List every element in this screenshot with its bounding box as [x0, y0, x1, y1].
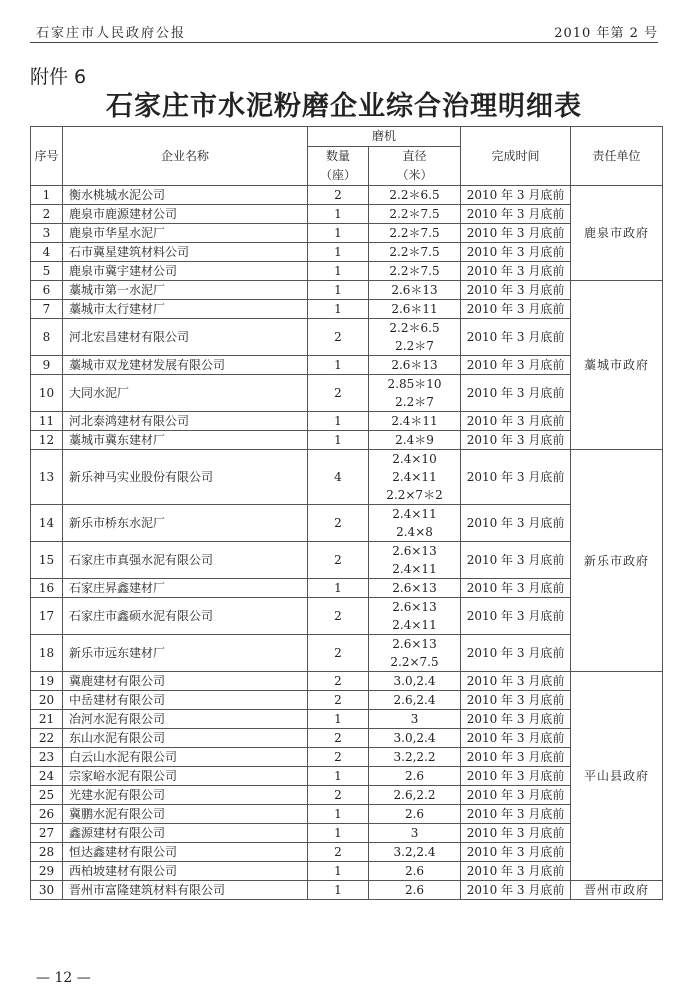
row-seq: 5: [31, 262, 63, 281]
diameter-value: 2.6: [404, 769, 425, 783]
row-qty: 2: [308, 635, 369, 672]
row-qty: 1: [308, 356, 369, 375]
row-seq: 17: [31, 598, 63, 635]
row-completion-time: 2010 年 3 月底前: [461, 505, 571, 542]
row-diameter: [369, 224, 461, 243]
row-responsible-unit: 新乐市政府: [571, 450, 663, 672]
row-company: 光建水泥有限公司: [63, 786, 308, 805]
row-company: 新乐市远东建材厂: [63, 635, 308, 672]
diameter-value: 2.6＊13: [391, 358, 438, 372]
table-row: [31, 824, 663, 843]
row-seq: 8: [31, 319, 63, 356]
page-number: — 12 —: [36, 970, 91, 986]
row-company: 新乐神马实业股份有限公司: [63, 450, 308, 505]
row-seq: 27: [31, 824, 63, 843]
table-row: [31, 412, 663, 431]
row-company: 中岳建材有限公司: [63, 691, 308, 710]
row-qty: 1: [308, 224, 369, 243]
diameter-value: 2.4×8: [396, 525, 433, 539]
row-qty: 2: [308, 375, 369, 412]
header-qty: [308, 147, 369, 186]
row-qty: 1: [308, 243, 369, 262]
diameter-value: 2.6: [404, 807, 425, 821]
diameter-value: 2.4×10: [392, 452, 437, 466]
row-qty: 1: [308, 281, 369, 300]
row-seq: 10: [31, 375, 63, 412]
header-seq: 序号: [31, 127, 63, 186]
row-seq: 13: [31, 450, 63, 505]
table-row: [31, 281, 663, 300]
row-diameter: [369, 319, 461, 356]
row-company: 藁城市太行建材厂: [63, 300, 308, 319]
row-completion-time: 2010 年 3 月底前: [461, 375, 571, 412]
row-completion-time: 2010 年 3 月底前: [461, 767, 571, 786]
diameter-value: 2.2×7＊2: [386, 488, 443, 502]
row-seq: 21: [31, 710, 63, 729]
table-row: [31, 505, 663, 542]
header-company: 企业名称: [63, 127, 308, 186]
row-completion-time: 2010 年 3 月底前: [461, 672, 571, 691]
page-title: 石家庄市水泥粉磨企业综合治理明细表: [106, 91, 582, 122]
diameter-value: 2.4×11: [392, 507, 437, 521]
table-row: [31, 748, 663, 767]
diameter-value: 2.6×13: [392, 581, 437, 595]
header-publication-title: 石家庄市人民政府公报: [36, 26, 187, 41]
row-seq: 30: [31, 881, 63, 900]
diameter-value: 2.85＊10: [387, 377, 442, 391]
row-qty: 2: [308, 542, 369, 579]
row-diameter: [369, 598, 461, 635]
row-seq: 20: [31, 691, 63, 710]
row-company: 恒达鑫建材有限公司: [63, 843, 308, 862]
row-diameter: [369, 786, 461, 805]
diameter-value: 2.4×11: [392, 470, 437, 484]
row-completion-time: 2010 年 3 月底前: [461, 862, 571, 881]
row-company: 大同水泥厂: [63, 375, 308, 412]
row-company: 西柏坡建材有限公司: [63, 862, 308, 881]
row-completion-time: 2010 年 3 月底前: [461, 881, 571, 900]
row-diameter: [369, 186, 461, 205]
row-completion-time: 2010 年 3 月底前: [461, 786, 571, 805]
row-company: 冶河水泥有限公司: [63, 710, 308, 729]
row-seq: 16: [31, 579, 63, 598]
row-diameter: [369, 824, 461, 843]
row-seq: 18: [31, 635, 63, 672]
diameter-value: 2.2＊7: [395, 395, 434, 409]
diameter-value: 2.2＊7.5: [389, 245, 440, 259]
row-qty: 2: [308, 691, 369, 710]
row-seq: 1: [31, 186, 63, 205]
table-row: [31, 805, 663, 824]
diameter-value: 2.2＊7: [395, 339, 434, 353]
row-company: 石家庄昇鑫建材厂: [63, 579, 308, 598]
header-time: 完成时间: [461, 127, 571, 186]
diameter-value: 2.2＊7.5: [389, 264, 440, 278]
row-completion-time: 2010 年 3 月底前: [461, 243, 571, 262]
row-company: 河北泰鸿建材有限公司: [63, 412, 308, 431]
row-qty: 1: [308, 300, 369, 319]
table-row: [31, 450, 663, 505]
table-row: [31, 319, 663, 356]
diameter-value: 2.6: [404, 883, 425, 897]
header-mill: 磨机: [308, 127, 461, 147]
header-unit: 责任单位: [571, 127, 663, 186]
table-row: [31, 881, 663, 900]
row-qty: 2: [308, 598, 369, 635]
row-seq: 24: [31, 767, 63, 786]
row-diameter: [369, 412, 461, 431]
row-qty: 1: [308, 805, 369, 824]
diameter-value: 2.4＊9: [395, 433, 434, 447]
attachment-label: 附件 6: [30, 66, 87, 88]
table-body: [31, 186, 663, 900]
table-row: [31, 224, 663, 243]
row-seq: 11: [31, 412, 63, 431]
diameter-value: 2.4×11: [392, 618, 437, 632]
row-completion-time: 2010 年 3 月底前: [461, 450, 571, 505]
row-qty: 4: [308, 450, 369, 505]
row-seq: 25: [31, 786, 63, 805]
row-diameter: [369, 843, 461, 862]
row-company: 石市冀星建筑材料公司: [63, 243, 308, 262]
row-diameter: [369, 375, 461, 412]
row-diameter: [369, 542, 461, 579]
row-qty: 1: [308, 579, 369, 598]
row-seq: 9: [31, 356, 63, 375]
row-completion-time: 2010 年 3 月底前: [461, 579, 571, 598]
row-seq: 19: [31, 672, 63, 691]
row-diameter: [369, 262, 461, 281]
header-qty-unit: （座）: [319, 168, 356, 182]
diameter-value: 2.6＊11: [391, 302, 438, 316]
table-row: [31, 729, 663, 748]
row-responsible-unit: 藁城市政府: [571, 281, 663, 450]
diameter-value: 2.4×11: [392, 562, 437, 576]
row-seq: 3: [31, 224, 63, 243]
diameter-value: 3: [410, 826, 419, 840]
table-row: [31, 843, 663, 862]
row-qty: 2: [308, 748, 369, 767]
row-responsible-unit: 晋州市政府: [571, 881, 663, 900]
header-dia: [369, 147, 461, 186]
row-seq: 28: [31, 843, 63, 862]
row-company: 河北宏昌建材有限公司: [63, 319, 308, 356]
row-qty: 2: [308, 672, 369, 691]
row-company: 冀鹏水泥有限公司: [63, 805, 308, 824]
diameter-value: 3.2,2.2: [393, 750, 436, 764]
row-completion-time: 2010 年 3 月底前: [461, 431, 571, 450]
header-issue-number: 2010 年第 2 号: [554, 26, 658, 41]
row-qty: 1: [308, 881, 369, 900]
row-diameter: [369, 635, 461, 672]
row-company: 藁城市第一水泥厂: [63, 281, 308, 300]
row-diameter: [369, 881, 461, 900]
diameter-value: 2.2×7.5: [390, 655, 439, 669]
row-diameter: [369, 243, 461, 262]
row-completion-time: 2010 年 3 月底前: [461, 300, 571, 319]
diameter-value: 2.2＊6.5: [389, 321, 440, 335]
table-row: [31, 356, 663, 375]
row-company: 石家庄市鑫硕水泥有限公司: [63, 598, 308, 635]
row-seq: 23: [31, 748, 63, 767]
row-diameter: [369, 672, 461, 691]
diameter-value: 3: [410, 712, 419, 726]
row-seq: 7: [31, 300, 63, 319]
row-diameter: [369, 450, 461, 505]
row-responsible-unit: 鹿泉市政府: [571, 186, 663, 281]
row-company: 新乐市桥东水泥厂: [63, 505, 308, 542]
row-diameter: [369, 691, 461, 710]
table-row: [31, 300, 663, 319]
row-qty: 1: [308, 431, 369, 450]
table-row: [31, 579, 663, 598]
row-seq: 4: [31, 243, 63, 262]
diameter-value: 2.2＊6.5: [389, 188, 440, 202]
table-row: [31, 262, 663, 281]
table-row: [31, 375, 663, 412]
row-company: 东山水泥有限公司: [63, 729, 308, 748]
row-completion-time: 2010 年 3 月底前: [461, 262, 571, 281]
diameter-value: 2.4＊11: [391, 414, 438, 428]
row-completion-time: 2010 年 3 月底前: [461, 319, 571, 356]
row-diameter: [369, 805, 461, 824]
row-completion-time: 2010 年 3 月底前: [461, 729, 571, 748]
row-company: 鹿泉市鹿源建材公司: [63, 205, 308, 224]
row-seq: 2: [31, 205, 63, 224]
row-seq: 29: [31, 862, 63, 881]
row-diameter: [369, 767, 461, 786]
row-completion-time: 2010 年 3 月底前: [461, 691, 571, 710]
table-row: [31, 598, 663, 635]
row-qty: 1: [308, 824, 369, 843]
diameter-value: 2.6×13: [392, 600, 437, 614]
table-row: [31, 542, 663, 579]
diameter-value: 2.6: [404, 864, 425, 878]
table-row: [31, 786, 663, 805]
table-row: [31, 431, 663, 450]
row-completion-time: 2010 年 3 月底前: [461, 748, 571, 767]
row-completion-time: 2010 年 3 月底前: [461, 186, 571, 205]
row-diameter: [369, 281, 461, 300]
row-qty: 1: [308, 710, 369, 729]
row-company: 白云山水泥有限公司: [63, 748, 308, 767]
table-row: [31, 205, 663, 224]
row-seq: 15: [31, 542, 63, 579]
row-company: 鑫源建材有限公司: [63, 824, 308, 843]
diameter-value: 2.2＊7.5: [389, 207, 440, 221]
diameter-value: 2.6×13: [392, 544, 437, 558]
header-rule: [30, 42, 658, 43]
row-diameter: [369, 579, 461, 598]
row-diameter: [369, 729, 461, 748]
row-qty: 1: [308, 862, 369, 881]
row-qty: 1: [308, 205, 369, 224]
row-completion-time: 2010 年 3 月底前: [461, 824, 571, 843]
row-diameter: [369, 431, 461, 450]
row-diameter: [369, 356, 461, 375]
row-qty: 2: [308, 505, 369, 542]
table-row: [31, 691, 663, 710]
row-company: 冀鹿建材有限公司: [63, 672, 308, 691]
header-dia-unit: （米）: [396, 168, 433, 182]
row-completion-time: 2010 年 3 月底前: [461, 805, 571, 824]
diameter-value: 3.0,2.4: [393, 731, 436, 745]
table-row: [31, 243, 663, 262]
row-company: 藁城市冀东建材厂: [63, 431, 308, 450]
row-seq: 14: [31, 505, 63, 542]
row-company: 石家庄市真强水泥有限公司: [63, 542, 308, 579]
row-qty: 2: [308, 186, 369, 205]
row-qty: 2: [308, 843, 369, 862]
row-completion-time: 2010 年 3 月底前: [461, 542, 571, 579]
table-row: [31, 710, 663, 729]
row-seq: 6: [31, 281, 63, 300]
row-company: 藁城市双龙建材发展有限公司: [63, 356, 308, 375]
diameter-value: 2.6,2.4: [393, 693, 436, 707]
row-diameter: [369, 710, 461, 729]
diameter-value: 2.6×13: [392, 637, 437, 651]
row-completion-time: 2010 年 3 月底前: [461, 710, 571, 729]
row-completion-time: 2010 年 3 月底前: [461, 205, 571, 224]
row-diameter: [369, 205, 461, 224]
row-completion-time: 2010 年 3 月底前: [461, 635, 571, 672]
row-completion-time: 2010 年 3 月底前: [461, 598, 571, 635]
row-responsible-unit: 平山县政府: [571, 672, 663, 881]
row-qty: 2: [308, 319, 369, 356]
row-qty: 1: [308, 262, 369, 281]
row-completion-time: 2010 年 3 月底前: [461, 224, 571, 243]
row-completion-time: 2010 年 3 月底前: [461, 356, 571, 375]
table-row: [31, 635, 663, 672]
header-dia-label: 直径: [402, 149, 427, 163]
table-row: [31, 186, 663, 205]
row-seq: 22: [31, 729, 63, 748]
header-qty-label: 数量: [325, 149, 350, 163]
row-completion-time: 2010 年 3 月底前: [461, 843, 571, 862]
row-qty: 1: [308, 412, 369, 431]
row-qty: 2: [308, 786, 369, 805]
row-qty: 2: [308, 729, 369, 748]
row-seq: 26: [31, 805, 63, 824]
diameter-value: 2.2＊7.5: [389, 226, 440, 240]
row-diameter: [369, 300, 461, 319]
table-row: [31, 862, 663, 881]
table-row: [31, 672, 663, 691]
row-company: 晋州市富隆建筑材料有限公司: [63, 881, 308, 900]
row-company: 衡水桃城水泥公司: [63, 186, 308, 205]
table-row: [31, 767, 663, 786]
row-seq: 12: [31, 431, 63, 450]
row-company: 鹿泉市华星水泥厂: [63, 224, 308, 243]
row-diameter: [369, 862, 461, 881]
diameter-value: 3.0,2.4: [393, 674, 436, 688]
diameter-value: 2.6,2.2: [393, 788, 436, 802]
row-qty: 1: [308, 767, 369, 786]
diameter-value: 3.2,2.4: [393, 845, 436, 859]
row-company: 鹿泉市冀宇建材公司: [63, 262, 308, 281]
row-diameter: [369, 748, 461, 767]
diameter-value: 2.6＊13: [391, 283, 438, 297]
rectification-table: [30, 126, 663, 900]
row-completion-time: 2010 年 3 月底前: [461, 281, 571, 300]
row-diameter: [369, 505, 461, 542]
row-company: 宗家峪水泥有限公司: [63, 767, 308, 786]
row-completion-time: 2010 年 3 月底前: [461, 412, 571, 431]
